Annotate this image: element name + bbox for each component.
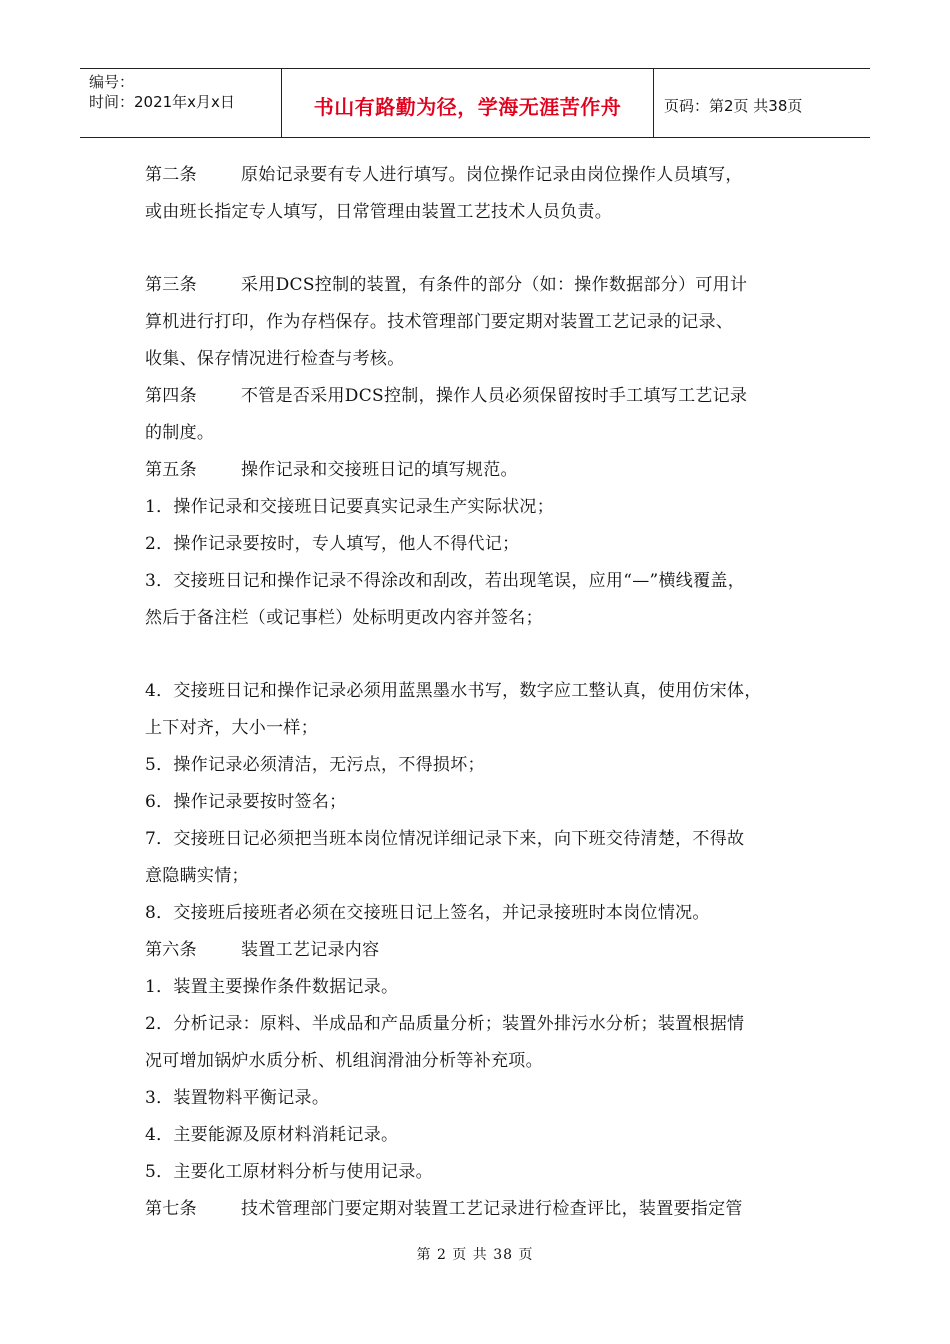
list-item-cont: 然后于备注栏（或记事栏）处标明更改内容并签名； (145, 608, 543, 628)
list-item: 4．交接班日记和操作记录必须用蓝黑墨水书写，数字应工整认真，使用仿宋体， (145, 681, 762, 701)
page-footer: 第 2 页 共 38 页 (416, 1247, 534, 1263)
list-item: 1．操作记录和交接班日记要真实记录生产实际状况； (145, 497, 555, 517)
article-text-cont: 或由班长指定专人填写，日常管理由装置工艺技术人员负责。 (145, 202, 613, 222)
article-5 (145, 452, 825, 489)
article-4 (145, 378, 825, 452)
article-2 (145, 157, 825, 231)
list-item: 3．交接班日记和操作记录不得涂改和刮改，若出现笔误，应用“—”横线覆盖， (145, 571, 745, 591)
page-header (80, 68, 870, 138)
article-text-cont: 的制度。 (145, 423, 215, 443)
list-item: 8．交接班后接班者必须在交接班日记上签名，并记录接班时本岗位情况。 (145, 903, 710, 923)
article-label: 第六条 (145, 940, 197, 960)
header-page-info (654, 69, 870, 137)
article-label: 第三条 (145, 275, 197, 295)
list-item: 2．分析记录：原料、半成品和产品质量分析；装置外排污水分析；装置根据情 (145, 1014, 745, 1034)
list-item: 3．装置物料平衡记录。 (145, 1088, 330, 1108)
article-text-cont: 算机进行打印，作为存档保存。技术管理部门要定期对装置工艺记录的记录、 (145, 312, 734, 332)
list-item: 4．主要能源及原材料消耗记录。 (145, 1125, 399, 1145)
article-6 (145, 932, 825, 969)
list-item: 5．操作记录必须清洁，无污点，不得损坏； (145, 755, 485, 775)
article-label: 第五条 (145, 460, 197, 480)
code-label: 编号： (89, 73, 135, 91)
list-item-cont: 上下对齐，大小一样； (145, 718, 318, 738)
list-item-cont: 况可增加锅炉水质分析、机组润滑油分析等补充项。 (145, 1051, 543, 1071)
list-item: 6．操作记录要按时签名； (145, 792, 347, 812)
article-label: 第二条 (145, 165, 197, 185)
list-item: 1．装置主要操作条件数据记录。 (145, 977, 399, 997)
document-body (145, 157, 825, 1228)
article-label: 第七条 (145, 1199, 197, 1219)
list-item: 2．操作记录要按时，专人填写，他人不得代记； (145, 534, 520, 554)
article-text: 不管是否采用DCS控制，操作人员必须保留按时手工填写工艺记录 (241, 386, 748, 406)
list-item: 5．主要化工原材料分析与使用记录。 (145, 1162, 433, 1182)
article-text-cont: 收集、保存情况进行检查与考核。 (145, 349, 405, 369)
article-text: 操作记录和交接班日记的填写规范。 (241, 460, 518, 480)
article-text: 装置工艺记录内容 (241, 940, 380, 960)
list-item-cont: 意隐瞒实情； (145, 866, 249, 886)
article-7 (145, 1191, 825, 1228)
time-label: 时间：2021年x月x日 (89, 93, 235, 111)
article-text: 原始记录要有专人进行填写。岗位操作记录由岗位操作人员填写， (241, 165, 743, 185)
page-info-text: 页码：第2页 共38页 (664, 96, 803, 115)
motto-text: 书山有路勤为径，学海无涯苦作舟 (313, 94, 622, 119)
article-3 (145, 267, 825, 378)
article-text: 采用DCS控制的装置，有条件的部分（如：操作数据部分）可用计 (241, 275, 748, 295)
header-meta (80, 69, 282, 137)
list-item: 7．交接班日记必须把当班本岗位情况详细记录下来，向下班交待清楚，不得故 (145, 829, 745, 849)
header-motto-cell (282, 69, 654, 137)
article-label: 第四条 (145, 386, 197, 406)
article-text: 技术管理部门要定期对装置工艺记录进行检查评比，装置要指定管 (241, 1199, 743, 1219)
